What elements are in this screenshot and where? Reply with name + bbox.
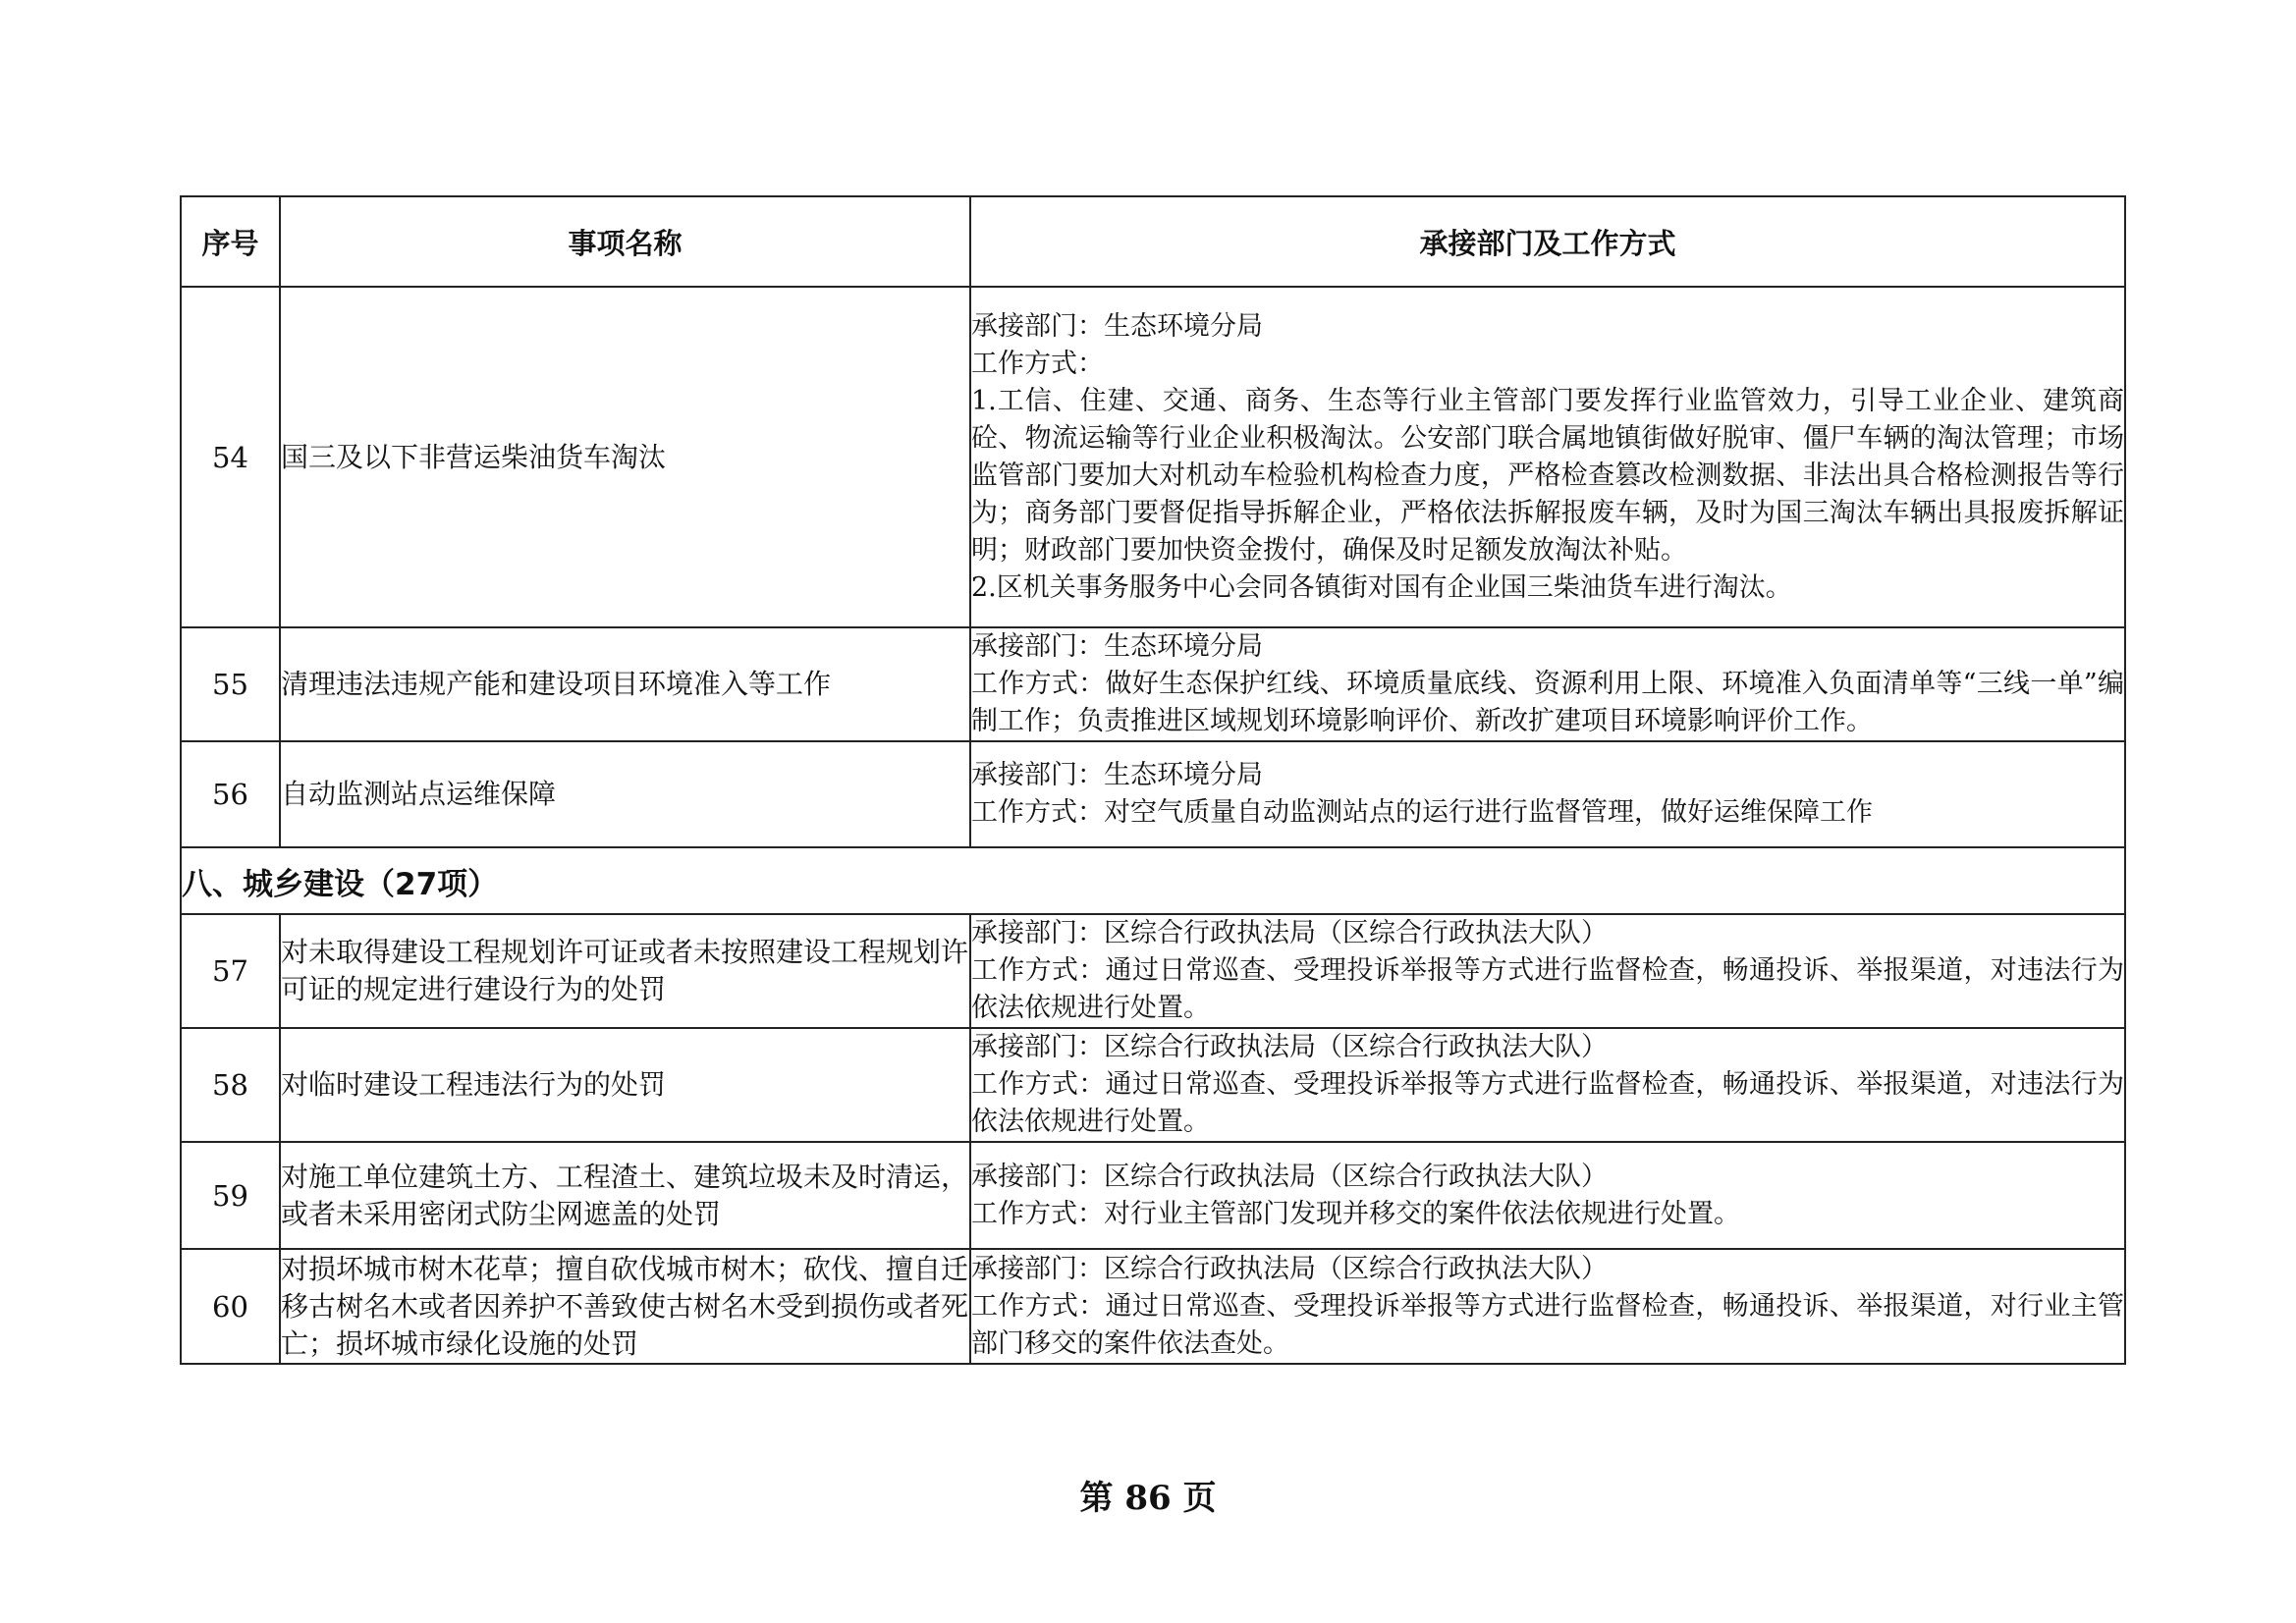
- row-seq: 57: [181, 914, 280, 1028]
- method-line: 2.区机关事务服务中心会同各镇街对国有企业国三柴油货车进行淘汰。: [971, 571, 1792, 603]
- method-line: 承接部门：区综合行政执法局（区综合行政执法大队）: [971, 1161, 1608, 1192]
- header-seq: 序号: [181, 196, 280, 287]
- page-number: 第 86 页: [1079, 1479, 1217, 1518]
- table-row: [181, 1028, 2125, 1142]
- matters-table: [180, 195, 2126, 1365]
- row-seq: 55: [181, 627, 280, 741]
- row-name: 国三及以下非营运柴油货车淘汰: [280, 287, 970, 627]
- row-name: 清理违法违规产能和建设项目环境准入等工作: [280, 627, 970, 741]
- method-line: 承接部门：区综合行政执法局（区综合行政执法大队）: [971, 1032, 1608, 1062]
- method-line: 工作方式：对行业主管部门发现并移交的案件依法依规进行处置。: [971, 1198, 1740, 1229]
- method-line: 工作方式：通过日常巡查、受理投诉举报等方式进行监督检查，畅通投诉、举报渠道，对违法行为依法依规进行处置。: [971, 1069, 2124, 1137]
- row-seq: 56: [181, 741, 280, 847]
- method-line: 工作方式：对空气质量自动监测站点的运行进行监督管理，做好运维保障工作: [971, 797, 1873, 828]
- method-line: 承接部门：区综合行政执法局（区综合行政执法大队）: [971, 1253, 1608, 1284]
- table-row: [181, 914, 2125, 1028]
- method-line: 承接部门：生态环境分局: [971, 760, 1263, 790]
- table-header-row: [181, 196, 2125, 287]
- row-seq: 58: [181, 1028, 280, 1142]
- method-line: 工作方式：做好生态保护红线、环境质量底线、资源利用上限、环境准入负面清单等“三线一单”编制工作；负责推进区域规划环境影响评价、新改扩建项目环境影响评价工作。: [971, 669, 2124, 736]
- section-title: 八、城乡建设（27项）: [181, 847, 2125, 914]
- row-name: 对临时建设工程违法行为的处罚: [280, 1028, 970, 1142]
- row-method: [970, 1249, 2125, 1364]
- row-seq: 59: [181, 1142, 280, 1249]
- method-line: 1.工信、住建、交通、商务、生态等行业主管部门要发挥行业监管效力，引导工业企业、建筑商砼、物流运输等行业企业积极淘汰。公安部门联合属地镇街做好脱审、僵尸车辆的淘汰管理；市场监管部门要加大对机动车检验机构检查力度，严格检查篡改检测数据、非法出具合格检测报告等行为；商务部门要督促指导拆解企业，严格依法拆解报废车辆，及时为国三淘汰车辆出具报废拆解证明；财政部门要加快资金拨付，确保及时足额发放淘汰补贴。: [971, 385, 2124, 566]
- method-line: 承接部门：生态环境分局: [971, 310, 1263, 342]
- table-row: [181, 627, 2125, 741]
- method-line: 承接部门：生态环境分局: [971, 631, 1263, 662]
- header-method: 承接部门及工作方式: [970, 196, 2125, 287]
- row-method: [970, 287, 2125, 627]
- method-line: 工作方式：通过日常巡查、受理投诉举报等方式进行监督检查，畅通投诉、举报渠道，对违法行为依法依规进行处置。: [971, 955, 2124, 1023]
- row-seq: 54: [181, 287, 280, 627]
- method-line: 承接部门：区综合行政执法局（区综合行政执法大队）: [971, 918, 1608, 948]
- table-row: [181, 1142, 2125, 1249]
- row-method: [970, 914, 2125, 1028]
- row-seq: 60: [181, 1249, 280, 1364]
- row-name: 自动监测站点运维保障: [280, 741, 970, 847]
- row-method: [970, 1028, 2125, 1142]
- section-row: [181, 847, 2125, 914]
- row-method: [970, 627, 2125, 741]
- method-line: 工作方式：: [971, 348, 1104, 379]
- method-line: 工作方式：通过日常巡查、受理投诉举报等方式进行监督检查，畅通投诉、举报渠道，对行业主管部门移交的案件依法查处。: [971, 1290, 2124, 1359]
- row-name: 对施工单位建筑土方、工程渣土、建筑垃圾未及时清运，或者未采用密闭式防尘网遮盖的处罚: [280, 1142, 970, 1249]
- row-method: [970, 741, 2125, 847]
- table-row: [181, 287, 2125, 627]
- row-method: [970, 1142, 2125, 1249]
- table-row: [181, 1249, 2125, 1364]
- header-name: 事项名称: [280, 196, 970, 287]
- row-name: 对损坏城市树木花草；擅自砍伐城市树木；砍伐、擅自迁移古树名木或者因养护不善致使古树名木受到损伤或者死亡；损坏城市绿化设施的处罚: [280, 1249, 970, 1364]
- table-row: [181, 741, 2125, 847]
- row-name: 对未取得建设工程规划许可证或者未按照建设工程规划许可证的规定进行建设行为的处罚: [280, 914, 970, 1028]
